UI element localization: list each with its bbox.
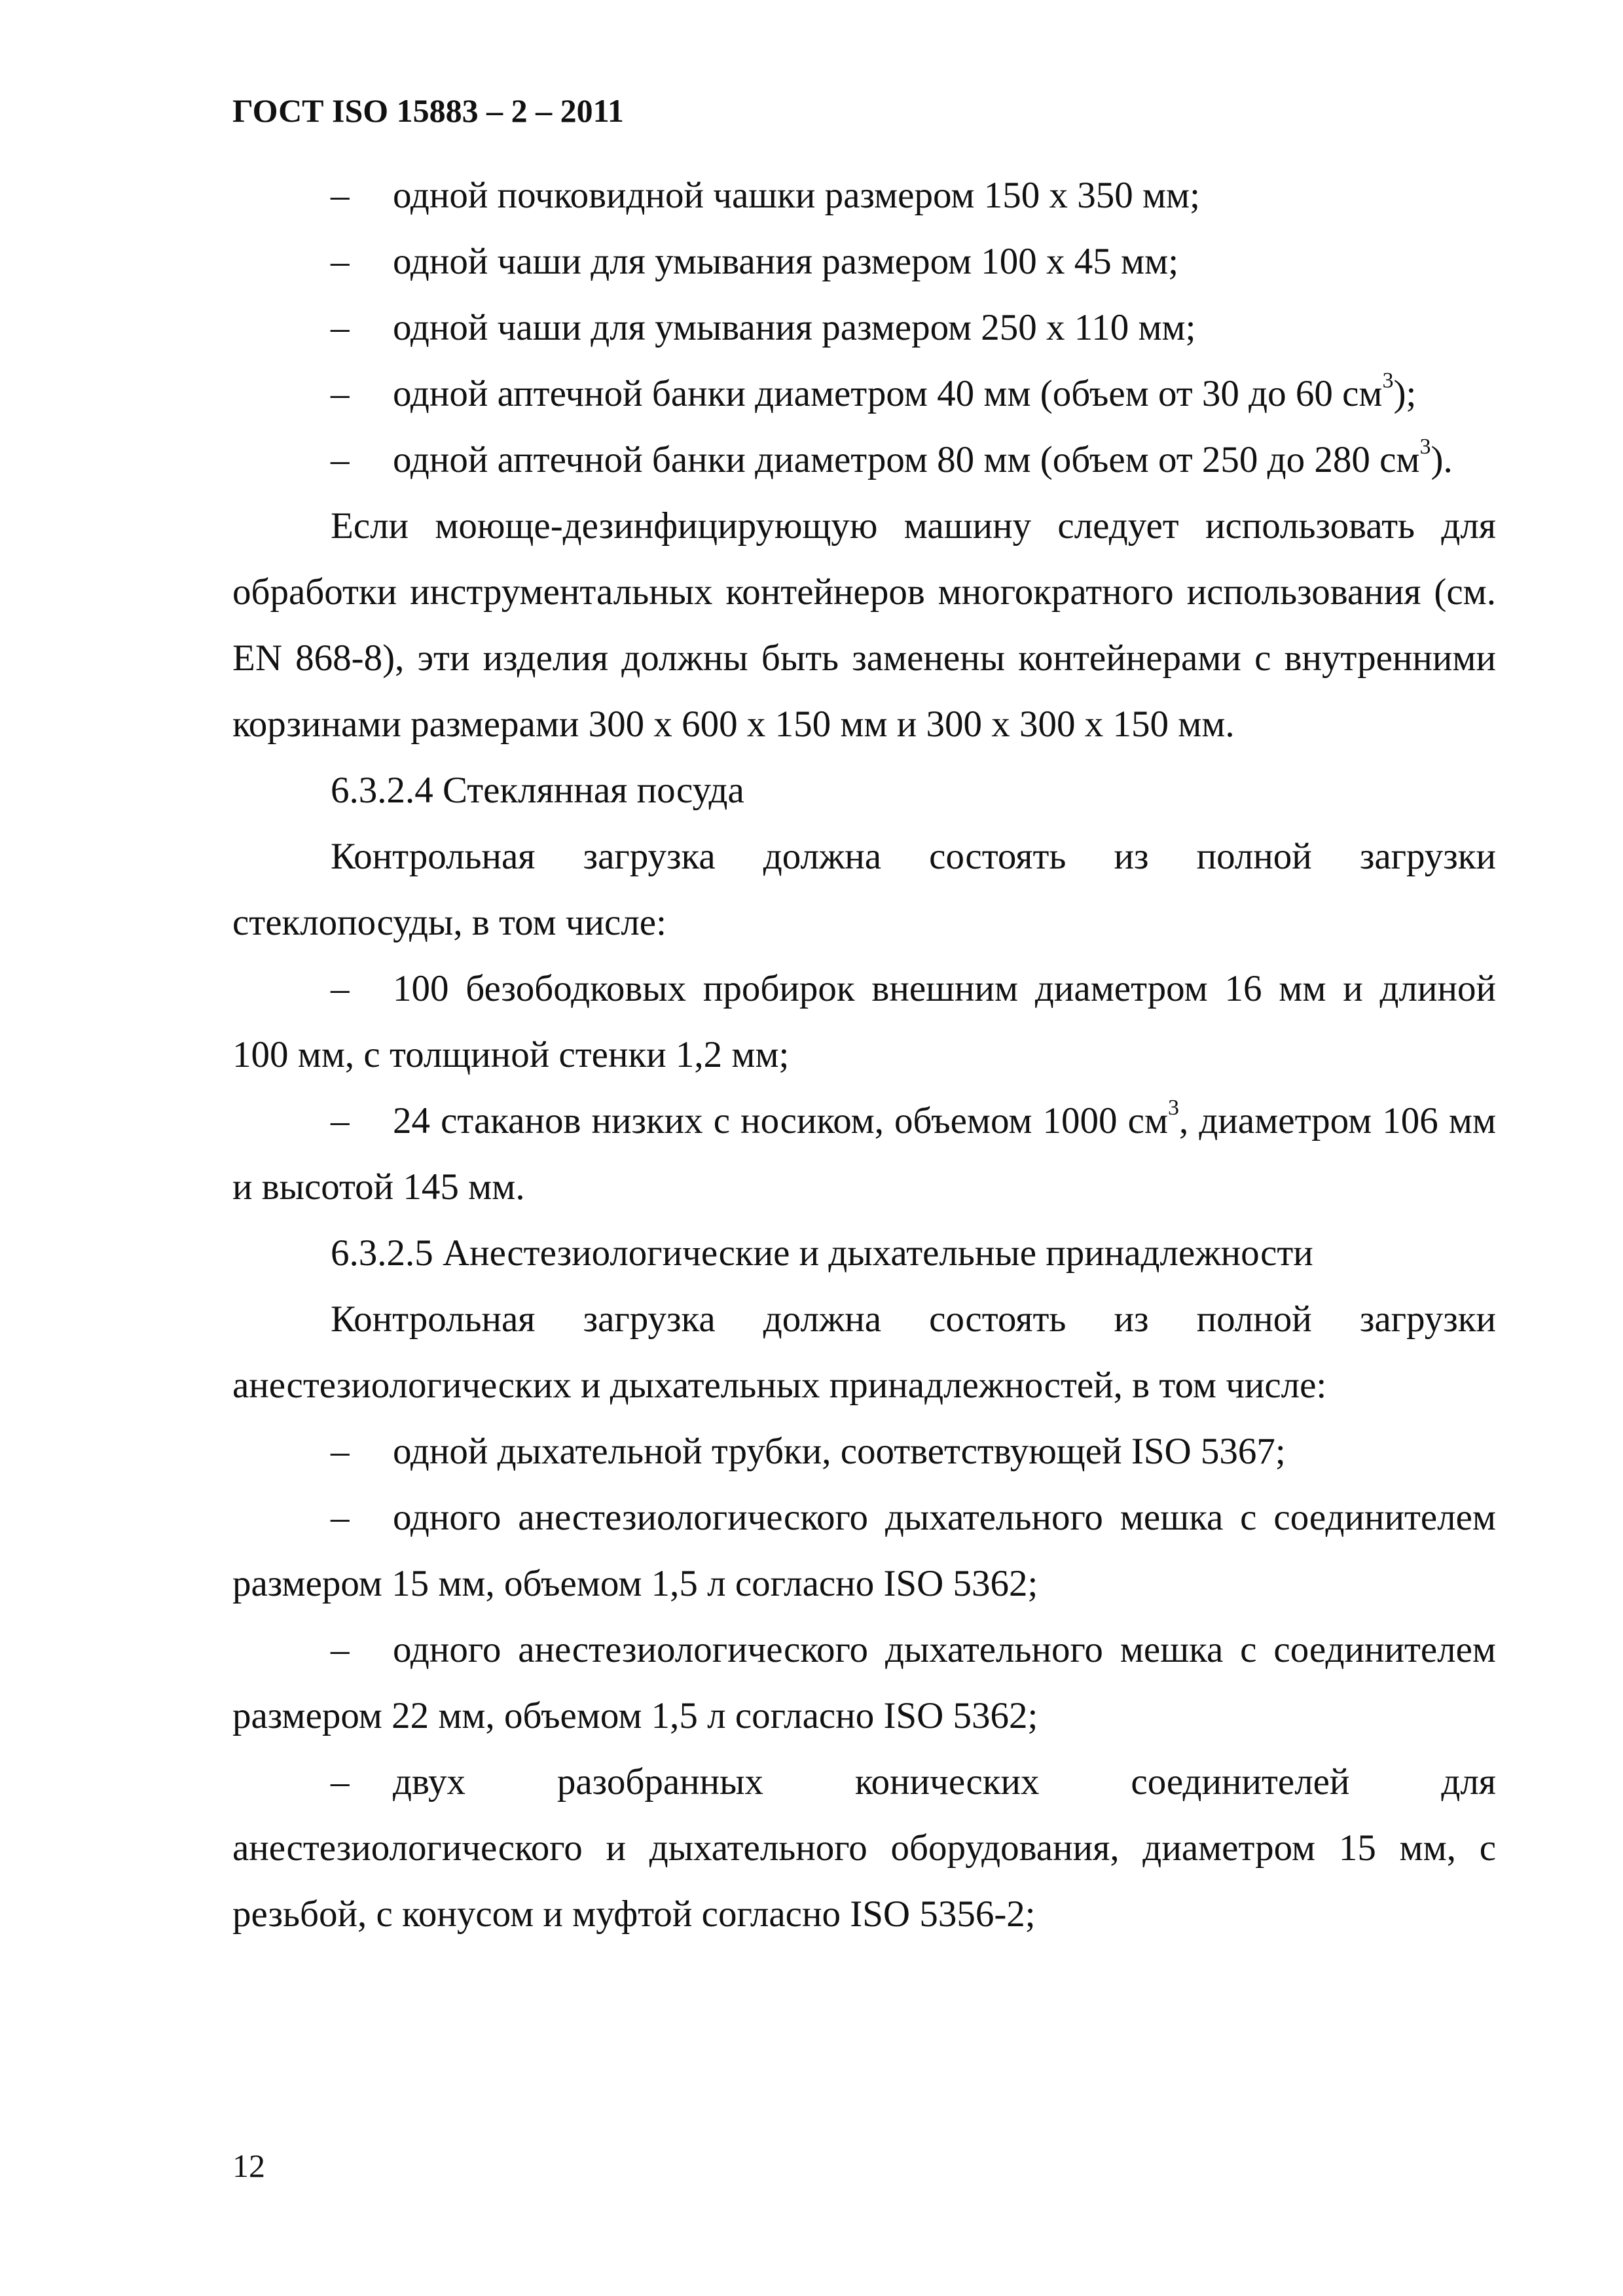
dash-marker: – [331, 1100, 350, 1141]
list-item [232, 162, 1496, 228]
superscript: 3 [1382, 368, 1394, 393]
dash-marker: – [331, 1431, 350, 1472]
page-number: 12 [232, 2147, 265, 2184]
list-item-text: 100 безободковых пробирок внешним диаметром 16 мм и длиной 100 мм, с толщиной стенки 1,2 мм; [232, 968, 1496, 1075]
list-item [232, 1749, 1496, 1947]
list-item [232, 228, 1496, 295]
dash-marker: – [331, 241, 350, 282]
page-content [232, 162, 1496, 1947]
list-item-text: двух разобранных конических соединителей для анестезиологического и дыхательного оборудования, диаметром 15 мм, с резьбой, с конусом и муфтой согласно ISO 5356-2; [232, 1761, 1496, 1935]
list-item [232, 295, 1496, 361]
dash-marker: – [331, 1629, 350, 1670]
list-item-text: одной чаши для умывания размером 100 х 45 мм; [393, 241, 1179, 282]
section-heading: 6.3.2.4 Стеклянная посуда [331, 770, 744, 811]
list-item [232, 1418, 1496, 1484]
list-item [232, 956, 1496, 1088]
list-item-text: 24 стаканов низких с носиком, объемом 1000 см [393, 1100, 1169, 1141]
dash-marker: – [331, 373, 350, 414]
list-item-text: одной аптечной банки диаметром 40 мм (объем от 30 до 60 $см^3$); [393, 368, 1417, 414]
dash-marker: – [331, 307, 350, 348]
list-item [232, 1088, 1496, 1220]
list-item-text: одного анестезиологического дыхательного мешка с соединителем размером 15 мм, объемом 1,5 л согласно ISO 5362; [232, 1497, 1496, 1604]
dash-marker: – [331, 175, 350, 216]
list-item [232, 427, 1496, 493]
dash-marker: – [331, 968, 350, 1009]
list-item-text: одной дыхательной трубки, соответствующей ISO 5367; [393, 1431, 1286, 1472]
paragraph: Контрольная загрузка должна состоять из полной загрузки анестезиологических и дыхательных принадлежностей, в том числе: [232, 1299, 1496, 1406]
list-item [232, 361, 1496, 427]
list-item-text: одной чаши для умывания размером 250 х 110 мм; [393, 307, 1196, 348]
paragraph: Контрольная загрузка должна состоять из полной загрузки стеклопосуды, в том числе: [232, 836, 1496, 943]
list-item-text: одной аптечной банки диаметром 80 мм (объем от 250 до 280 $см^3$). [393, 435, 1453, 480]
list-item [232, 1484, 1496, 1617]
list-item-text: , диаметром 106 мм и высотой 145 мм. [232, 1100, 1497, 1208]
superscript: 3 [1168, 1096, 1180, 1120]
dash-marker: – [331, 1761, 350, 1803]
dash-marker: – [331, 439, 350, 480]
list-item [232, 1617, 1496, 1749]
list-item-text: одного анестезиологического дыхательного мешка с соединителем размером 22 мм, объемом 1,5 л согласно ISO 5362; [232, 1629, 1496, 1736]
list-item-text: одной почковидной чашки размером 150 х 350 мм; [393, 175, 1200, 216]
section-heading: 6.3.2.5 Анестезиологические и дыхательные принадлежности [331, 1232, 1313, 1274]
superscript: 3 [1419, 435, 1431, 459]
document-header: ГОСТ ISO 15883 – 2 – 2011 [232, 92, 624, 129]
paragraph: Если моюще-дезинфицирующую машину следует использовать для обработки инструментальных контейнеров многократного использования (см. EN 868-8), эти изделия должны быть заменены контейнерами с внутренними корзинами размерами 300 х 600 х 150 мм и 300 х 300 х 150 мм. [232, 505, 1496, 745]
dash-marker: – [331, 1497, 350, 1538]
